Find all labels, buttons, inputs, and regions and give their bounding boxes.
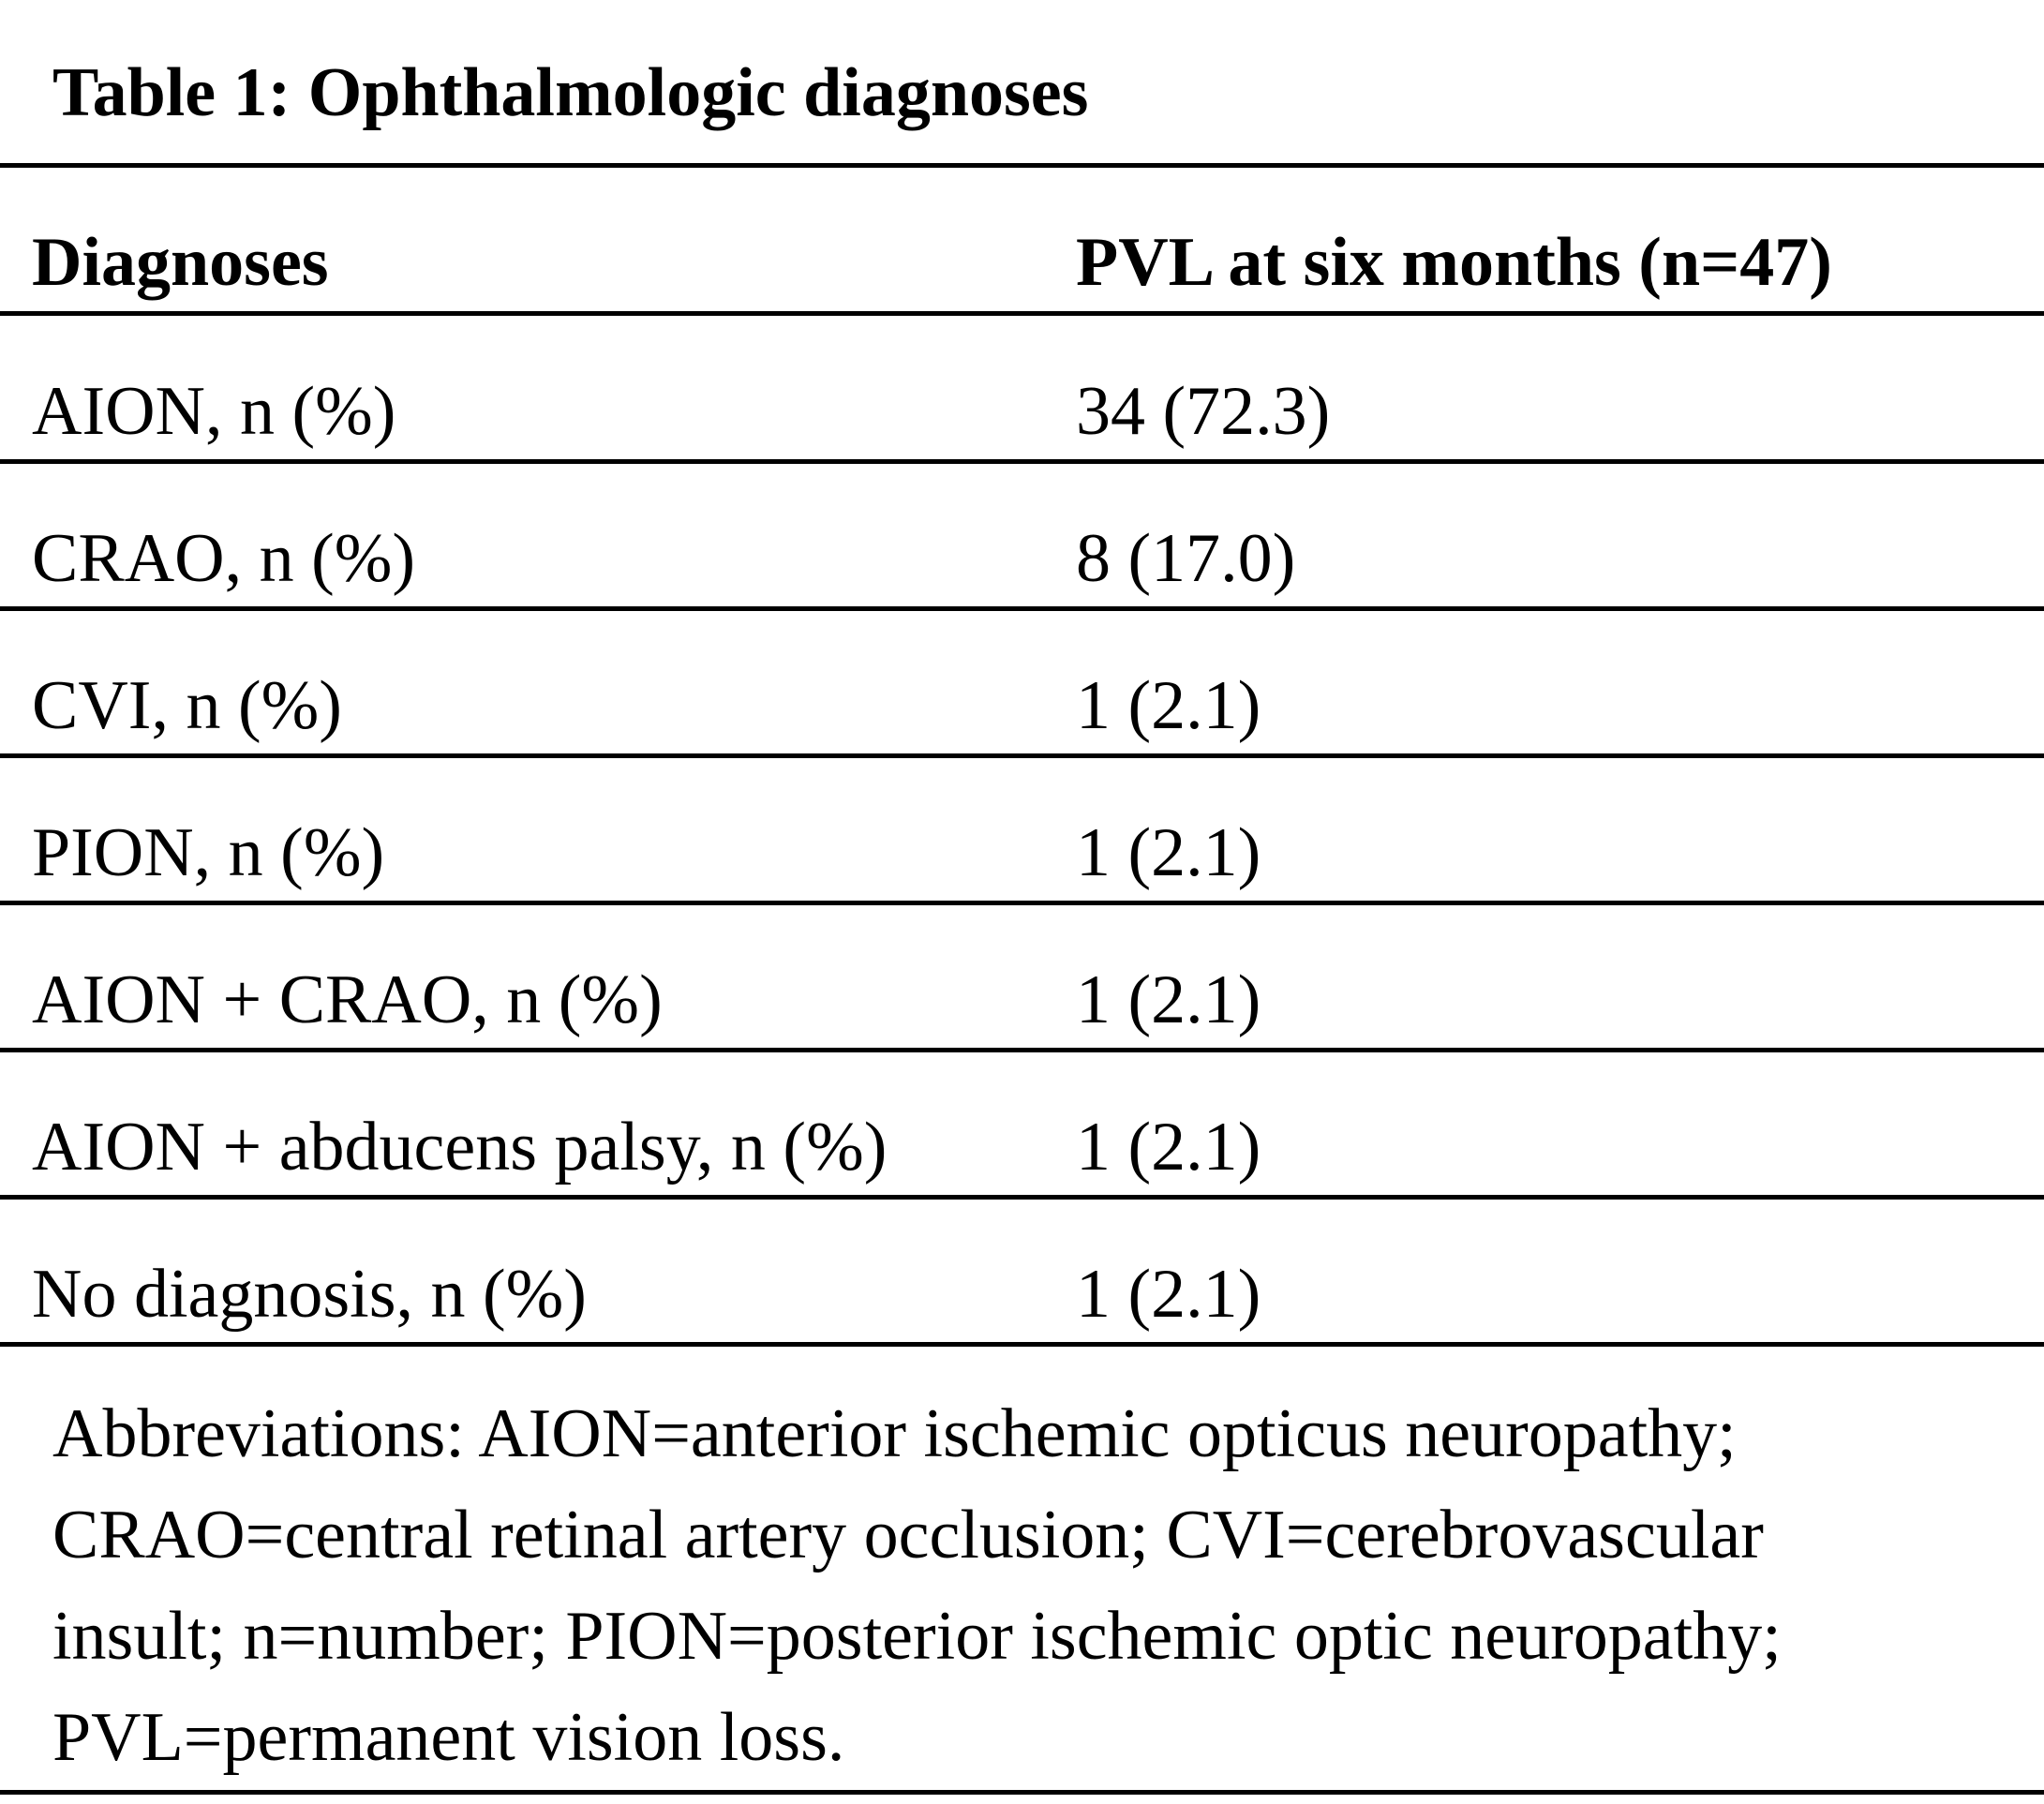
row-diagnosis: CVI, n (%) — [32, 667, 342, 744]
row-value: 1 (2.1) — [1076, 667, 1261, 744]
row-diagnosis: AION + abducens palsy, n (%) — [32, 1109, 888, 1185]
row-value: 1 (2.1) — [1076, 1256, 1261, 1333]
row-divider — [0, 459, 2044, 464]
row-diagnosis: AION, n (%) — [32, 373, 396, 450]
header-diagnoses: Diagnoses — [32, 224, 329, 301]
row-divider — [0, 753, 2044, 758]
row-value: 8 (17.0) — [1076, 520, 1296, 597]
footnote-line: PVL=permanent vision loss. — [52, 1699, 845, 1776]
footnote-line: Abbreviations: AION=anterior ischemic opticus neuropathy; — [52, 1395, 1737, 1472]
footnote-line: CRAO=central retinal artery occlusion; CVI=cerebrovascular — [52, 1497, 1764, 1573]
row-divider — [0, 606, 2044, 611]
row-divider — [0, 1048, 2044, 1052]
row-value: 1 (2.1) — [1076, 962, 1261, 1038]
table-footnote — [52, 1383, 2002, 1788]
row-diagnosis: CRAO, n (%) — [32, 520, 416, 597]
table-title: Table 1: Ophthalmologic diagnoses — [52, 54, 1089, 131]
row-diagnosis: AION + CRAO, n (%) — [32, 962, 663, 1038]
rule-top — [0, 163, 2044, 168]
row-divider — [0, 1195, 2044, 1200]
row-value: 1 (2.1) — [1076, 1109, 1261, 1185]
row-divider — [0, 901, 2044, 905]
header-pvl: PVL at six months (n=47) — [1076, 224, 1832, 301]
rule-table-bottom — [0, 1342, 2044, 1347]
row-value: 34 (72.3) — [1076, 373, 1331, 450]
row-diagnosis: PION, n (%) — [32, 814, 385, 891]
row-value: 1 (2.1) — [1076, 814, 1261, 891]
footnote-line: insult; n=number; PION=posterior ischemic optic neuropathy; — [52, 1598, 1782, 1675]
rule-bottom — [0, 1790, 2044, 1795]
row-diagnosis: No diagnosis, n (%) — [32, 1256, 587, 1333]
rule-header — [0, 311, 2044, 316]
